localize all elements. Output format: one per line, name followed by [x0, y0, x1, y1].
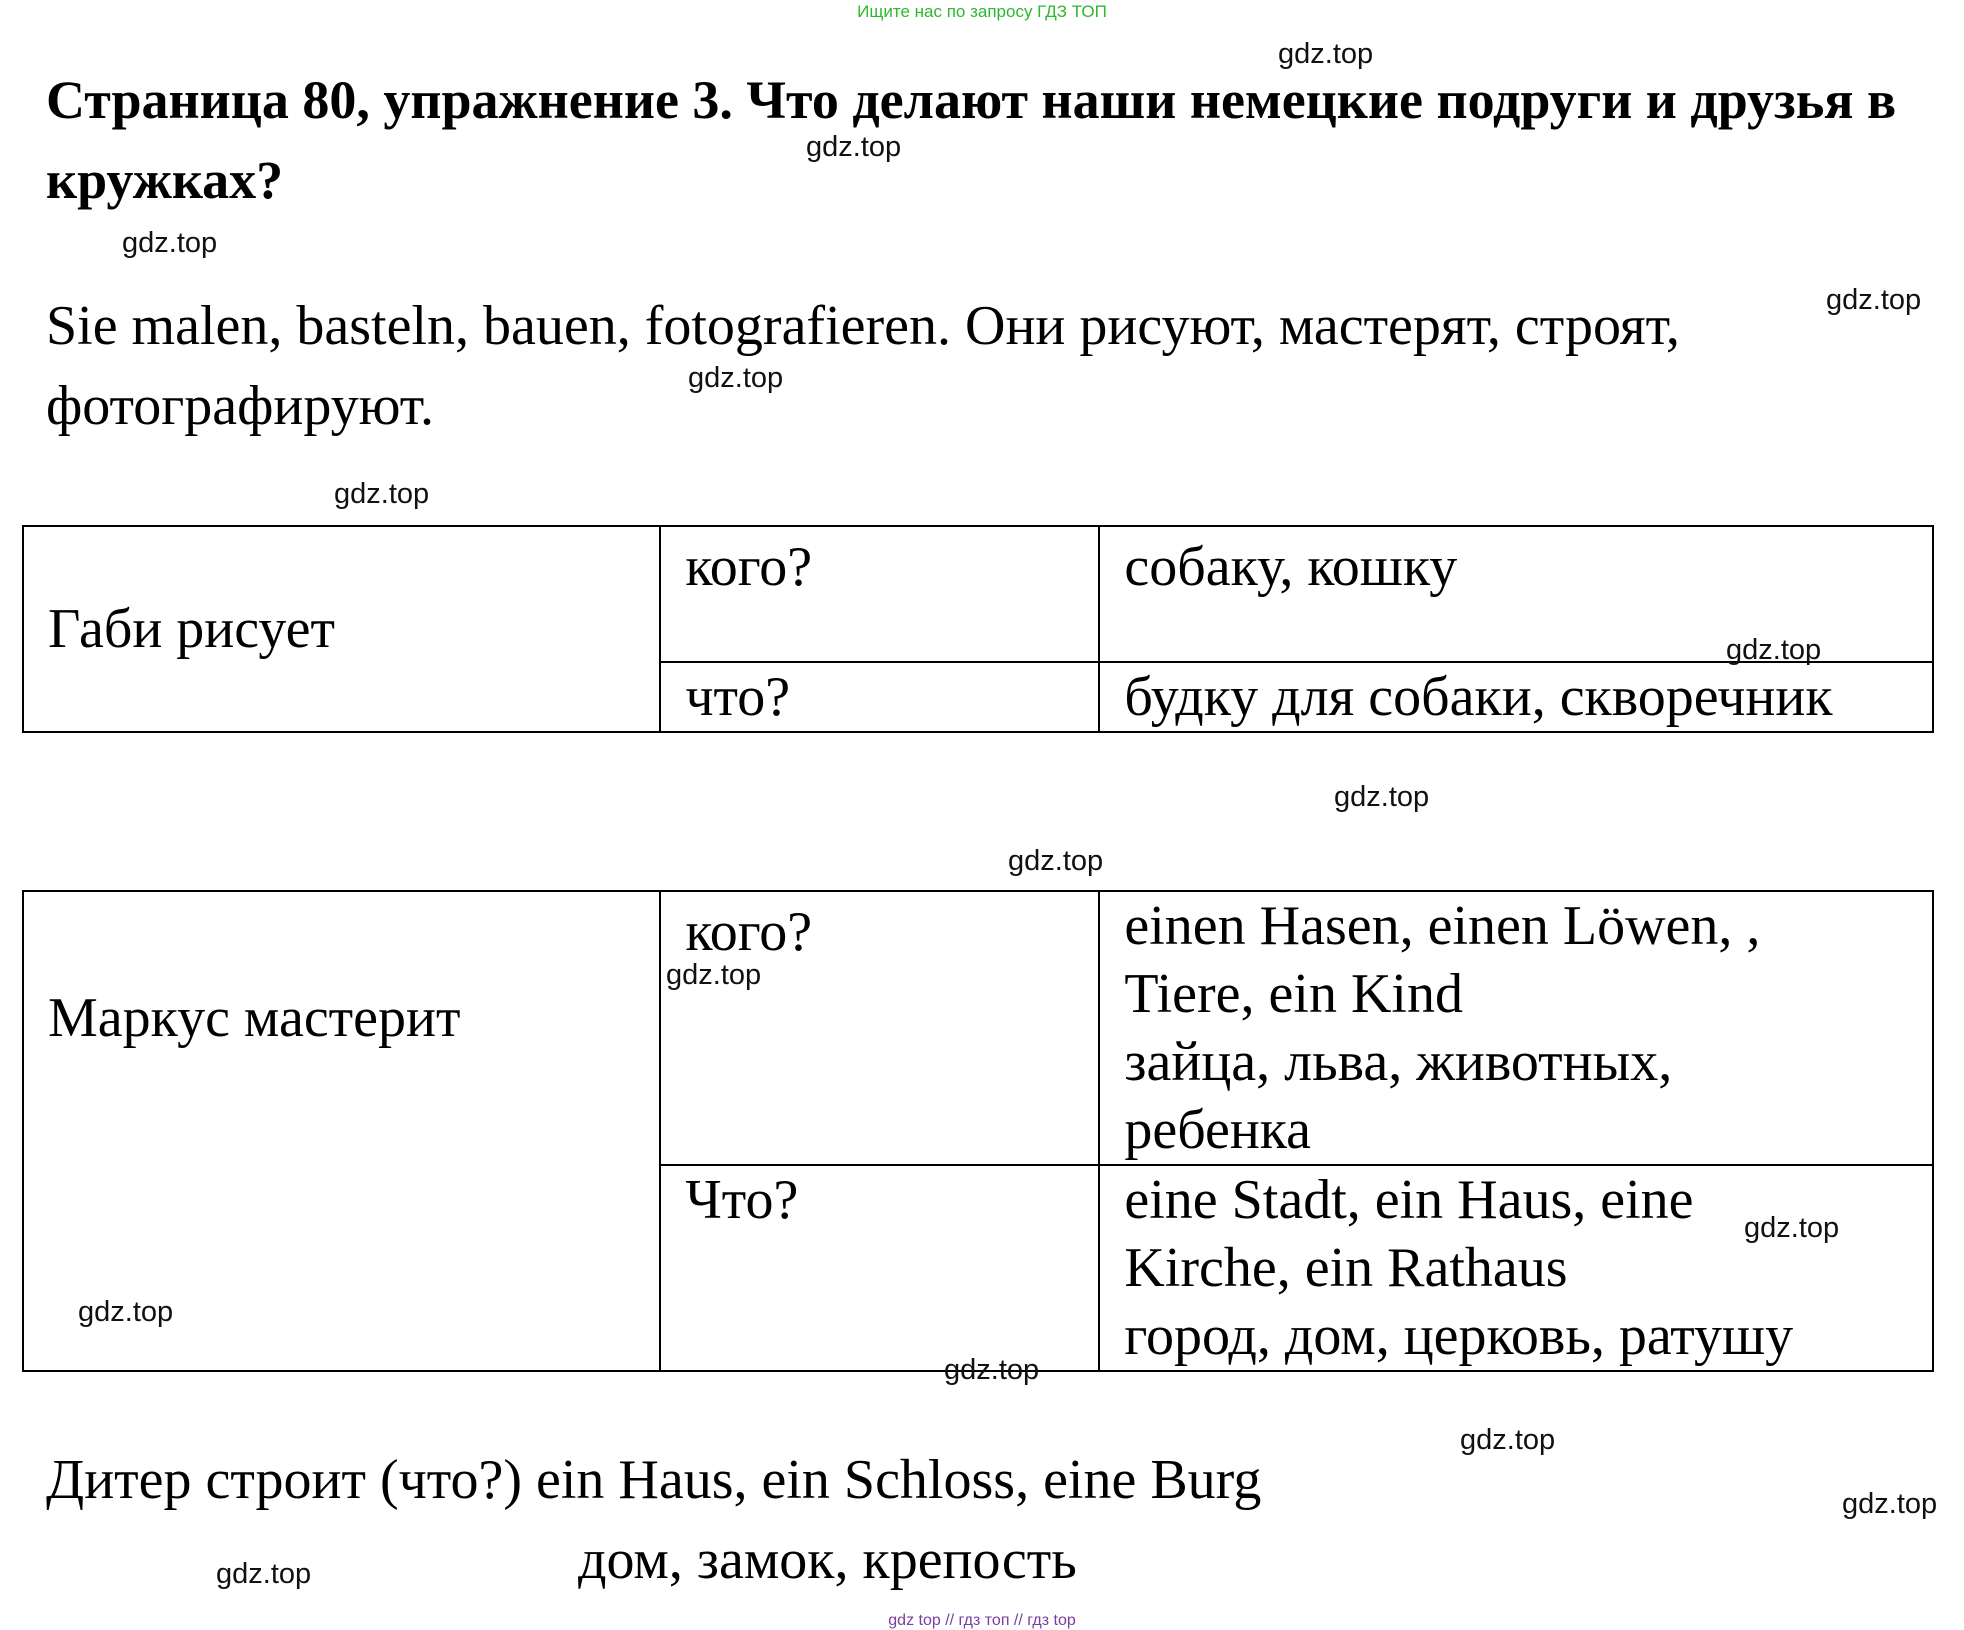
markus-answer-what-line3: город, дом, церковь, ратушу	[1124, 1305, 1794, 1367]
markus-subject: Маркус мастерит	[48, 987, 461, 1049]
watermark: gdz.top	[1826, 284, 1922, 316]
markus-answer-cell-1	[1099, 891, 1933, 1165]
watermark: gdz.top	[122, 227, 218, 259]
markus-answer-what-line2: Kirche, ein Rathaus	[1124, 1237, 1568, 1299]
markus-answer-who-line1: einen Hasen, einen Löwen, ,	[1124, 895, 1761, 957]
watermark: gdz.top	[688, 362, 784, 394]
watermark: gdz.top	[1334, 781, 1430, 813]
top-banner: Ищите нас по запросу ГДЗ ТОП	[857, 2, 1107, 21]
gabi-question-cell-1	[660, 526, 1099, 662]
gabi-answer-what: будку для собаки, скворечник	[1124, 666, 1833, 728]
markus-question-what: Что?	[685, 1169, 799, 1231]
table-row	[23, 891, 1933, 1165]
watermark: gdz.top	[944, 1354, 1040, 1386]
watermark: gdz.top	[216, 1558, 312, 1590]
markus-answer-cell-2	[1099, 1165, 1933, 1371]
markus-question-cell-1	[660, 891, 1099, 1165]
intro-paragraph: Sie malen, basteln, bauen, fotografieren. Они рисуют, мастерят, строят, фотографируют.	[46, 295, 1680, 437]
gabi-table	[22, 525, 1934, 733]
gabi-answer-who: собаку, кошку	[1124, 536, 1458, 598]
watermark: gdz.top	[1726, 634, 1822, 666]
page-title: Страница 80, упражнение 3. Что делают наши немецкие подруги и друзья в кружках?	[46, 70, 1897, 210]
watermark: gdz.top	[666, 959, 762, 991]
watermark: gdz.top	[334, 478, 430, 510]
watermark: gdz.top	[1460, 1424, 1556, 1456]
gabi-subject-cell	[23, 526, 660, 732]
dieter-translation: дом, замок, крепость	[578, 1529, 1077, 1591]
markus-answer-who-line2: Tiere, ein Kind	[1124, 963, 1463, 1025]
markus-answer-who-line4: ребенка	[1124, 1099, 1312, 1161]
markus-table	[22, 890, 1934, 1372]
dieter-sentence: Дитер строит (что?) ein Haus, ein Schloss, eine Burg	[46, 1449, 1262, 1511]
gabi-answer-cell-2	[1099, 662, 1933, 732]
watermark: gdz.top	[1744, 1212, 1840, 1244]
gabi-subject: Габи рисует	[48, 598, 335, 660]
gabi-question-cell-2	[660, 662, 1099, 732]
watermark: gdz.top	[1278, 38, 1374, 70]
watermark: gdz.top	[78, 1296, 174, 1328]
markus-question-who: кого?	[685, 901, 813, 963]
table-row	[23, 526, 1933, 662]
gabi-question-what: что?	[685, 666, 791, 728]
markus-answer-what-line1: eine Stadt, ein Haus, eine	[1124, 1169, 1694, 1231]
markus-answer-who-line3: зайца, льва, животных,	[1124, 1031, 1673, 1093]
markus-question-cell-2	[660, 1165, 1099, 1371]
watermark: gdz.top	[1842, 1488, 1938, 1520]
watermark: gdz.top	[806, 131, 902, 163]
watermark: gdz.top	[1008, 845, 1104, 877]
gabi-question-who: кого?	[685, 536, 813, 598]
bottom-banner: gdz top // гдз топ // гдз top	[888, 1612, 1076, 1629]
